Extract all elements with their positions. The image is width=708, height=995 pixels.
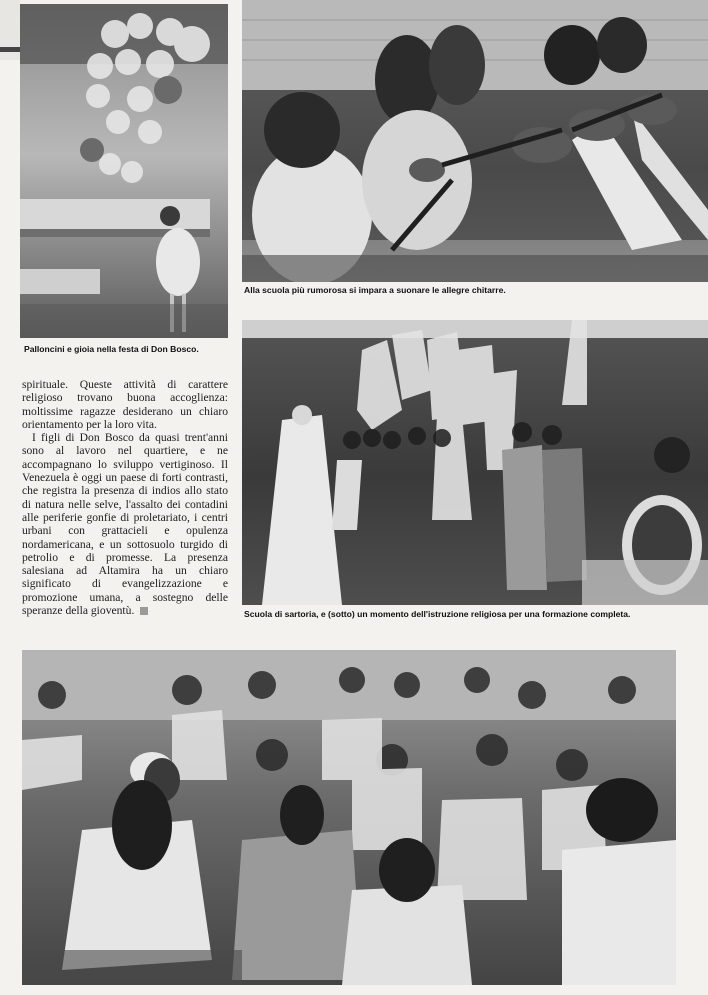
end-of-article-mark [140,607,148,615]
religious-class-photo [22,650,676,985]
article-paragraph-2: I figli di Don Bosco da quasi trent'anni sono al lavoro nel quartiere, e ne accompagnano lo sviluppo vertiginoso. Il Venezuela è oggi un paese di forti contrasti, che registra la presenza di indios allo stato di natura nelle selve, l'assalto dei contadini alle periferie gonfie di proletariato, i centri urbani con grattacieli e opulenza nordamericana, e un sottosuolo turgido di petrolio e di promesse. La presenza salesiana ad Altamira ha un chiaro significato di evangelizzazione e promozione umana, a sostegno delle speranze della gioventù. [22,431,228,618]
page-edge-bar [0,47,20,52]
caption-guitars: Alla scuola più rumorosa si impara a suonare le allegre chitarre. [244,285,506,295]
balloons-party-photo [20,4,228,338]
article-paragraph-1: spirituale. Queste attività di carattere religioso trovano buona accoglienza: moltissime ragazze desiderano un chiaro orientamento per la loro vita. [22,378,228,431]
guitar-class-photo [242,0,708,282]
article-body [22,378,228,617]
caption-balloons: Palloncini e gioia nella festa di Don Bosco. [24,344,199,354]
sewing-school-photo [242,320,708,605]
caption-sewing: Scuola di sartoria, e (sotto) un momento dell'istruzione religiosa per una formazione completa. [244,609,631,619]
